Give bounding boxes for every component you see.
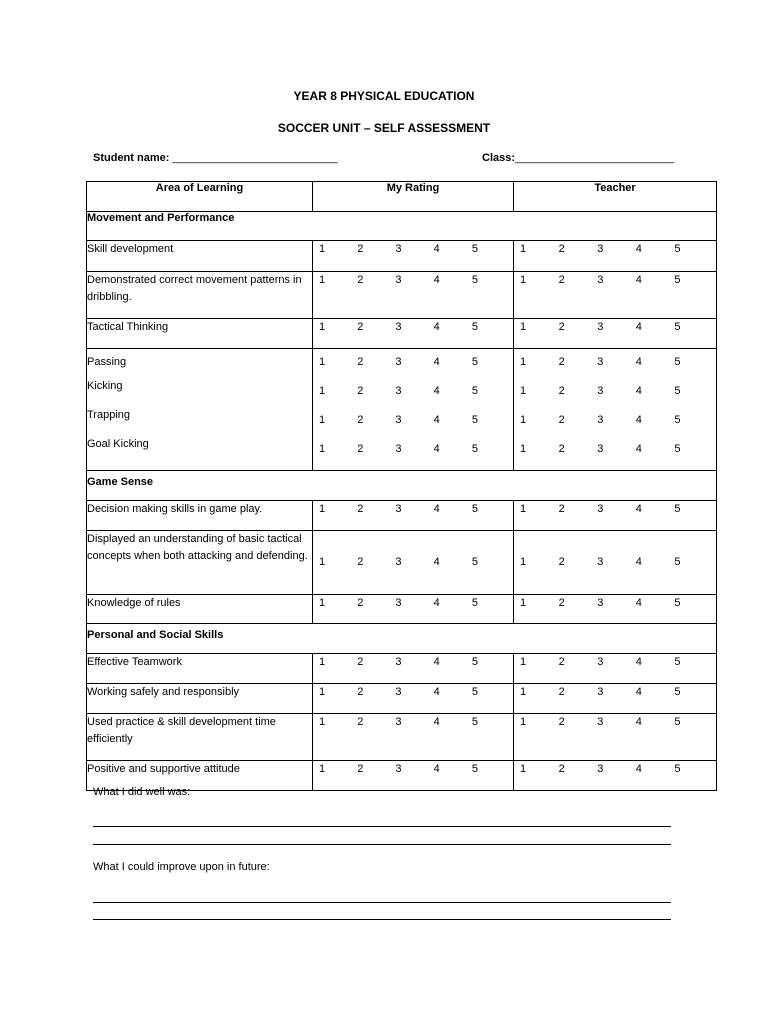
item-label: Passing — [87, 356, 127, 368]
rating-scale — [313, 684, 513, 701]
rating-option[interactable]: 1 — [319, 597, 326, 609]
rating-option[interactable]: 3 — [597, 716, 604, 728]
rating-option[interactable]: 5 — [674, 503, 681, 515]
teacher-rating — [514, 383, 716, 412]
rating-option[interactable]: 2 — [357, 443, 364, 455]
rating-option[interactable]: 5 — [674, 656, 681, 668]
teacher-rating — [514, 272, 717, 319]
my-rating[interactable] — [313, 412, 513, 441]
rating-scale — [313, 241, 513, 258]
rating-option[interactable]: 4 — [433, 503, 440, 515]
rating-option[interactable]: 1 — [319, 716, 326, 728]
teacher-rating — [514, 654, 717, 684]
rating-option[interactable]: 1 — [520, 763, 527, 775]
teacher-rating — [514, 761, 717, 791]
rating-option[interactable]: 1 — [520, 503, 527, 515]
table-row — [87, 319, 717, 349]
rating-option[interactable]: 4 — [635, 443, 642, 455]
student-name-field[interactable] — [93, 152, 338, 164]
rating-option[interactable]: 4 — [433, 556, 440, 568]
rating-option[interactable]: 1 — [520, 556, 527, 568]
rating-option[interactable]: 2 — [357, 686, 364, 698]
rating-option[interactable]: 5 — [674, 243, 681, 255]
section-game-sense: Game Sense — [87, 471, 717, 501]
rating-scale — [514, 554, 716, 571]
rating-scale — [514, 684, 716, 701]
rating-option[interactable]: 3 — [395, 597, 402, 609]
table-row — [87, 595, 717, 624]
rating-option[interactable]: 4 — [635, 243, 642, 255]
rating-option[interactable]: 1 — [319, 763, 326, 775]
rating-scale — [313, 761, 513, 778]
rating-option[interactable]: 2 — [357, 556, 364, 568]
rating-option[interactable]: 4 — [433, 656, 440, 668]
my-rating[interactable] — [313, 654, 514, 684]
rating-option[interactable]: 1 — [520, 385, 527, 397]
rating-option[interactable]: 4 — [433, 686, 440, 698]
class-field[interactable] — [482, 152, 674, 164]
table-row — [87, 501, 717, 531]
rating-option[interactable]: 1 — [520, 656, 527, 668]
rating-option[interactable]: 2 — [558, 414, 565, 426]
rating-option[interactable]: 4 — [433, 414, 440, 426]
rating-option[interactable]: 1 — [520, 243, 527, 255]
item-label: Used practice & skill development time efficiently — [87, 714, 313, 761]
item-label-group — [87, 349, 313, 471]
rating-option[interactable]: 5 — [674, 356, 681, 368]
rating-scale — [514, 501, 716, 518]
teacher-rating — [514, 441, 716, 470]
rating-scale — [514, 441, 716, 458]
rating-option[interactable]: 3 — [395, 556, 402, 568]
rating-option[interactable]: 2 — [558, 385, 565, 397]
rating-option[interactable]: 3 — [597, 321, 604, 333]
rating-scale — [514, 412, 716, 429]
rating-option[interactable]: 4 — [433, 321, 440, 333]
rating-option[interactable]: 3 — [395, 656, 402, 668]
my-rating-group[interactable] — [313, 349, 514, 471]
rating-option[interactable]: 2 — [357, 503, 364, 515]
rating-option[interactable]: 2 — [357, 385, 364, 397]
page-subtitle: SOCCER UNIT – SELF ASSESSMENT — [277, 121, 491, 135]
rating-option[interactable]: 3 — [597, 274, 604, 286]
rating-option[interactable]: 4 — [433, 716, 440, 728]
rating-option[interactable]: 4 — [433, 243, 440, 255]
rating-option[interactable]: 5 — [471, 356, 478, 368]
rating-option[interactable]: 1 — [319, 503, 326, 515]
did-well-line-1[interactable] — [93, 826, 671, 827]
rating-scale — [313, 272, 513, 289]
rating-option[interactable]: 1 — [520, 716, 527, 728]
rating-option[interactable]: 2 — [357, 716, 364, 728]
rating-option[interactable]: 3 — [597, 686, 604, 698]
table-row — [87, 714, 717, 761]
rating-option[interactable]: 3 — [597, 503, 604, 515]
teacher-rating — [514, 241, 717, 272]
rating-option[interactable]: 5 — [674, 763, 681, 775]
rating-option[interactable]: 5 — [674, 274, 681, 286]
rating-option[interactable]: 2 — [558, 686, 565, 698]
table-row — [87, 531, 717, 595]
page-title: YEAR 8 PHYSICAL EDUCATION — [293, 89, 475, 103]
rating-option[interactable]: 4 — [635, 763, 642, 775]
my-rating[interactable] — [313, 531, 514, 595]
rating-option[interactable]: 2 — [558, 503, 565, 515]
rating-option[interactable]: 3 — [597, 443, 604, 455]
table-row — [87, 654, 717, 684]
my-rating[interactable] — [313, 241, 514, 272]
section-movement: Movement and Performance — [87, 212, 717, 241]
rating-option[interactable]: 3 — [395, 274, 402, 286]
rating-option[interactable]: 3 — [395, 414, 402, 426]
my-rating[interactable] — [313, 684, 514, 714]
rating-option[interactable]: 3 — [395, 686, 402, 698]
rating-option[interactable]: 5 — [471, 556, 478, 568]
rating-option[interactable]: 5 — [471, 443, 478, 455]
rating-scale — [514, 654, 716, 671]
rating-option[interactable]: 5 — [674, 385, 681, 397]
rating-option[interactable]: 3 — [395, 356, 402, 368]
rating-option[interactable]: 2 — [357, 597, 364, 609]
rating-option[interactable]: 3 — [395, 321, 402, 333]
did-well-line-2[interactable] — [93, 844, 671, 845]
rating-option[interactable]: 3 — [597, 385, 604, 397]
item-label: Working safely and responsibly — [87, 684, 313, 714]
rating-option[interactable]: 3 — [395, 443, 402, 455]
rating-option[interactable]: 1 — [520, 597, 527, 609]
rating-option[interactable]: 4 — [635, 656, 642, 668]
rating-option[interactable]: 3 — [395, 243, 402, 255]
rating-scale — [313, 654, 513, 671]
rating-option[interactable]: 4 — [433, 356, 440, 368]
rating-scale — [514, 272, 716, 289]
teacher-rating — [514, 412, 716, 441]
rating-option[interactable]: 3 — [395, 503, 402, 515]
rating-scale — [313, 354, 513, 371]
rating-option[interactable]: 5 — [471, 321, 478, 333]
improve-line-2[interactable] — [93, 919, 671, 920]
rating-option[interactable]: 2 — [558, 443, 565, 455]
item-label: Goal Kicking — [87, 438, 149, 450]
my-rating[interactable] — [313, 272, 514, 319]
my-rating[interactable] — [313, 595, 514, 624]
rating-option[interactable]: 1 — [520, 321, 527, 333]
rating-option[interactable]: 5 — [471, 656, 478, 668]
my-rating[interactable] — [313, 354, 513, 383]
my-rating[interactable] — [313, 761, 514, 791]
teacher-rating — [514, 531, 717, 595]
item-label: Demonstrated correct movement patterns in dribbling. — [87, 272, 313, 319]
table-row-group — [87, 349, 717, 471]
rating-option[interactable]: 2 — [357, 274, 364, 286]
rating-option[interactable]: 2 — [357, 414, 364, 426]
teacher-rating — [514, 714, 717, 761]
item-label: Decision making skills in game play. — [87, 501, 313, 531]
rating-option[interactable]: 3 — [395, 763, 402, 775]
rating-option[interactable]: 4 — [635, 597, 642, 609]
rating-option[interactable]: 1 — [319, 385, 326, 397]
rating-option[interactable]: 2 — [357, 356, 364, 368]
rating-scale — [313, 441, 513, 458]
rating-option[interactable]: 4 — [635, 503, 642, 515]
rating-option[interactable]: 1 — [319, 356, 326, 368]
rating-scale — [313, 554, 513, 571]
my-rating[interactable] — [313, 441, 513, 470]
rating-option[interactable]: 5 — [471, 414, 478, 426]
rating-scale — [313, 319, 513, 336]
rating-option[interactable]: 1 — [319, 321, 326, 333]
student-name-label: Student name: — [93, 152, 170, 164]
class-label: Class: — [482, 152, 516, 164]
rating-option[interactable]: 5 — [471, 503, 478, 515]
my-rating[interactable] — [313, 319, 514, 349]
item-label: Kicking — [87, 380, 123, 392]
rating-option[interactable]: 4 — [635, 356, 642, 368]
rating-option[interactable]: 5 — [674, 321, 681, 333]
rating-scale — [514, 319, 716, 336]
rating-option[interactable]: 2 — [558, 556, 565, 568]
rating-option[interactable]: 4 — [433, 597, 440, 609]
teacher-rating — [514, 595, 717, 624]
item-label: Skill development — [87, 241, 313, 272]
section-personal-social: Personal and Social Skills — [87, 624, 717, 654]
rating-option[interactable]: 1 — [520, 686, 527, 698]
rating-option[interactable]: 3 — [597, 597, 604, 609]
rating-option[interactable]: 2 — [558, 356, 565, 368]
class-blank[interactable]: __________________________ — [515, 152, 675, 164]
header-teacher: Teacher — [514, 182, 717, 212]
rating-scale — [313, 501, 513, 518]
rating-option[interactable]: 3 — [597, 556, 604, 568]
rating-option[interactable]: 3 — [597, 656, 604, 668]
rating-option[interactable]: 2 — [357, 243, 364, 255]
rating-option[interactable]: 3 — [597, 763, 604, 775]
rating-option[interactable]: 5 — [471, 385, 478, 397]
teacher-rating — [514, 501, 717, 531]
rating-option[interactable]: 1 — [319, 414, 326, 426]
rating-scale — [313, 412, 513, 429]
rating-option[interactable]: 5 — [471, 243, 478, 255]
rating-scale — [313, 383, 513, 400]
rating-option[interactable]: 1 — [319, 556, 326, 568]
student-name-blank[interactable]: ___________________________ — [172, 152, 338, 164]
rating-option[interactable]: 5 — [471, 597, 478, 609]
item-label: Effective Teamwork — [87, 654, 313, 684]
table-row — [87, 241, 717, 272]
my-rating[interactable] — [313, 501, 514, 531]
assessment-table — [86, 181, 717, 791]
rating-option[interactable]: 5 — [674, 414, 681, 426]
table-row — [87, 272, 717, 319]
rating-option[interactable]: 5 — [674, 597, 681, 609]
rating-scale — [514, 595, 716, 612]
rating-scale — [514, 383, 716, 400]
rating-option[interactable]: 4 — [635, 321, 642, 333]
rating-option[interactable]: 2 — [357, 763, 364, 775]
rating-scale — [514, 354, 716, 371]
rating-scale — [313, 595, 513, 612]
rating-option[interactable]: 3 — [597, 414, 604, 426]
teacher-rating — [514, 354, 716, 383]
improve-prompt: What I could improve upon in future: — [93, 861, 270, 873]
rating-option[interactable]: 4 — [635, 686, 642, 698]
rating-option[interactable]: 5 — [471, 763, 478, 775]
item-label: Trapping — [87, 409, 131, 421]
rating-option[interactable]: 4 — [433, 443, 440, 455]
rating-option[interactable]: 2 — [357, 321, 364, 333]
rating-scale — [514, 241, 716, 258]
item-label: Positive and supportive attitude — [87, 761, 313, 791]
table-row — [87, 684, 717, 714]
rating-option[interactable]: 5 — [471, 716, 478, 728]
rating-option[interactable]: 1 — [319, 274, 326, 286]
rating-option[interactable]: 2 — [558, 716, 565, 728]
header-area: Area of Learning — [87, 182, 313, 212]
rating-option[interactable]: 2 — [558, 656, 565, 668]
rating-scale — [514, 761, 716, 778]
rating-option[interactable]: 2 — [558, 321, 565, 333]
rating-option[interactable]: 4 — [635, 385, 642, 397]
rating-option[interactable]: 4 — [433, 385, 440, 397]
rating-option[interactable]: 1 — [520, 443, 527, 455]
rating-option[interactable]: 5 — [471, 274, 478, 286]
rating-option[interactable]: 4 — [635, 274, 642, 286]
rating-option[interactable]: 5 — [674, 443, 681, 455]
rating-option[interactable]: 4 — [635, 414, 642, 426]
item-label: Displayed an understanding of basic tactical concepts when both attacking and defending. — [87, 531, 313, 595]
rating-option[interactable]: 2 — [558, 243, 565, 255]
rating-option[interactable]: 1 — [319, 443, 326, 455]
teacher-rating — [514, 319, 717, 349]
did-well-prompt: What I did well was: — [93, 786, 191, 798]
rating-option[interactable]: 2 — [357, 656, 364, 668]
rating-option[interactable]: 1 — [319, 686, 326, 698]
table-header-row — [87, 182, 717, 212]
rating-option[interactable]: 5 — [674, 686, 681, 698]
rating-option[interactable]: 5 — [471, 686, 478, 698]
rating-option[interactable]: 1 — [319, 243, 326, 255]
rating-option[interactable]: 2 — [558, 274, 565, 286]
item-label: Tactical Thinking — [87, 319, 313, 349]
teacher-rating — [514, 684, 717, 714]
rating-option[interactable]: 2 — [558, 597, 565, 609]
rating-option[interactable]: 4 — [433, 763, 440, 775]
rating-option[interactable]: 4 — [635, 716, 642, 728]
rating-option[interactable]: 2 — [558, 763, 565, 775]
rating-option[interactable]: 5 — [674, 716, 681, 728]
rating-option[interactable]: 3 — [597, 356, 604, 368]
rating-option[interactable]: 3 — [395, 716, 402, 728]
rating-scale — [514, 714, 716, 731]
rating-option[interactable]: 4 — [433, 274, 440, 286]
rating-scale — [313, 714, 513, 731]
item-label: Knowledge of rules — [87, 595, 313, 624]
rating-option[interactable]: 1 — [520, 414, 527, 426]
rating-option[interactable]: 1 — [319, 656, 326, 668]
improve-line-1[interactable] — [93, 902, 671, 903]
rating-option[interactable]: 4 — [635, 556, 642, 568]
rating-option[interactable]: 1 — [520, 356, 527, 368]
my-rating[interactable] — [313, 383, 513, 412]
teacher-rating-group — [514, 349, 717, 471]
rating-option[interactable]: 5 — [674, 556, 681, 568]
rating-option[interactable]: 3 — [597, 243, 604, 255]
rating-option[interactable]: 1 — [520, 274, 527, 286]
header-my-rating: My Rating — [313, 182, 514, 212]
my-rating[interactable] — [313, 714, 514, 761]
rating-option[interactable]: 3 — [395, 385, 402, 397]
